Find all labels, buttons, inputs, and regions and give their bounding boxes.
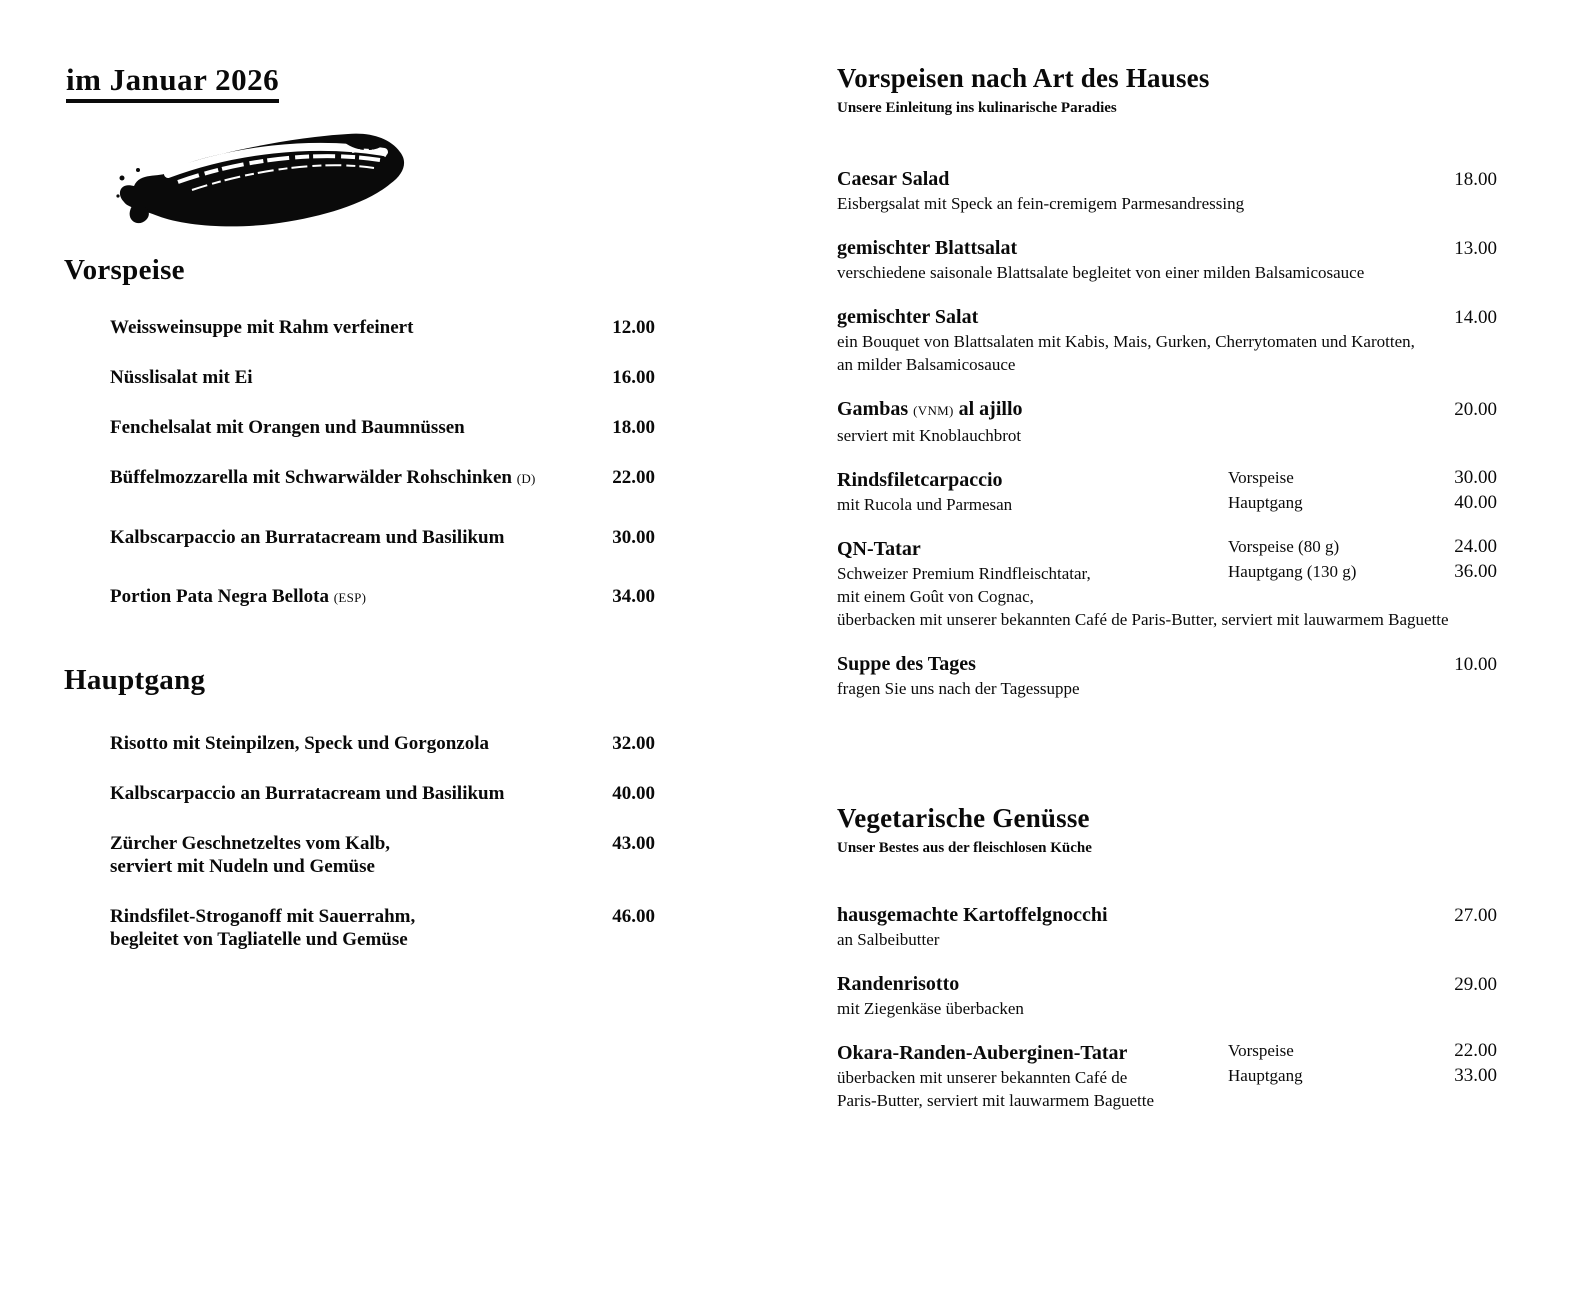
item-price: 40.00 bbox=[612, 783, 655, 804]
menu-item-rindsfiletcarpaccio bbox=[837, 467, 1497, 516]
variant-label: Vorspeise bbox=[1228, 1041, 1294, 1060]
item-name-suffix: al ajillo bbox=[958, 398, 1023, 420]
menu-item-gemischter-blattsalat bbox=[837, 235, 1497, 284]
item-description: ein Bouquet von Blattsalaten mit Kabis, Mais, Gurken, Cherrytomaten und Karotten, bbox=[837, 332, 1415, 351]
menu-item-rindsfilet-stroganoff bbox=[110, 905, 655, 951]
section-heading-vorspeise: Vorspeise bbox=[64, 254, 185, 286]
item-price: 34.00 bbox=[612, 586, 655, 607]
item-name: Kalbscarpaccio an Burratacream und Basilikum bbox=[110, 527, 505, 548]
variant-price: 40.00 bbox=[1454, 492, 1497, 513]
section-subtitle: Unser Bestes aus der fleischlosen Küche bbox=[837, 840, 1092, 856]
item-price: 46.00 bbox=[612, 906, 655, 927]
item-description: verschiedene saisonale Blattsalate begleitet von einer milden Balsamicosauce bbox=[837, 263, 1365, 282]
menu-item-gambas bbox=[837, 396, 1497, 447]
hauptgang-item-list bbox=[110, 732, 655, 978]
menu-item-zuercher-geschnetzeltes bbox=[110, 832, 655, 878]
item-name: Okara-Randen-Auberginen-Tatar bbox=[837, 1042, 1128, 1064]
item-name-line2: serviert mit Nudeln und Gemüse bbox=[110, 856, 375, 877]
item-name: Büffelmozzarella mit Schwarwälder Rohschinken bbox=[110, 467, 512, 488]
item-description: serviert mit Knoblauchbrot bbox=[837, 426, 1022, 445]
variant-label: Hauptgang bbox=[1228, 493, 1303, 512]
menu-item-fenchelsalat bbox=[110, 416, 655, 439]
section-heading-vorspeisen-haus: Vorspeisen nach Art des Hauses bbox=[837, 63, 1210, 93]
menu-item-nuesslisalat bbox=[110, 366, 655, 389]
section-subtitle: Unsere Einleitung ins kulinarische Paradies bbox=[837, 100, 1117, 116]
item-description: an Salbeibutter bbox=[837, 930, 940, 949]
variant-price-column bbox=[1228, 536, 1497, 586]
item-name: Caesar Salad bbox=[837, 168, 950, 190]
item-price: 18.00 bbox=[612, 417, 655, 438]
menu-item-kartoffelgnocchi bbox=[837, 902, 1497, 951]
item-origin-note: (D) bbox=[516, 471, 536, 486]
item-name: Gambas bbox=[837, 398, 909, 420]
variant-price-column bbox=[1228, 467, 1497, 517]
item-name: Risotto mit Steinpilzen, Speck und Gorgonzola bbox=[110, 733, 489, 754]
vorspeisen-haus-item-list bbox=[837, 166, 1497, 700]
menu-item-okara-tatar bbox=[837, 1040, 1497, 1112]
menu-item-kalbscarpaccio-haupt bbox=[110, 782, 655, 805]
menu-item-bueffelmozzarella bbox=[110, 466, 655, 490]
item-price: 27.00 bbox=[1454, 905, 1497, 926]
variant-row bbox=[1228, 467, 1497, 492]
item-description: überbacken mit unserer bekannten Café de bbox=[837, 1068, 1128, 1087]
item-name: Fenchelsalat mit Orangen und Baumnüssen bbox=[110, 417, 465, 438]
menu-item-gemischter-salat bbox=[837, 304, 1497, 376]
menu-item-weissweinsuppe bbox=[110, 316, 655, 339]
menu-item-risotto bbox=[110, 732, 655, 755]
item-description: Schweizer Premium Rindfleischtatar, bbox=[837, 564, 1091, 583]
variant-label: Hauptgang bbox=[1228, 1066, 1303, 1085]
item-price: 14.00 bbox=[1454, 307, 1497, 328]
item-price: 18.00 bbox=[1454, 169, 1497, 190]
variant-price: 33.00 bbox=[1454, 1065, 1497, 1086]
item-price: 10.00 bbox=[1454, 654, 1497, 675]
variant-row bbox=[1228, 561, 1497, 586]
item-description: fragen Sie uns nach der Tagessuppe bbox=[837, 679, 1080, 698]
variant-price: 24.00 bbox=[1454, 536, 1497, 557]
item-description-full: überbacken mit unserer bekannten Café de Paris-Butter, serviert mit lauwarmem Baguette bbox=[837, 610, 1449, 629]
item-price: 12.00 bbox=[612, 317, 655, 338]
item-name: Rindsfiletcarpaccio bbox=[837, 469, 1003, 491]
variant-row bbox=[1228, 536, 1497, 561]
item-name: gemischter Blattsalat bbox=[837, 237, 1018, 259]
item-price: 43.00 bbox=[612, 833, 655, 854]
item-description: mit Rucola und Parmesan bbox=[837, 495, 1013, 514]
item-name: Weissweinsuppe mit Rahm verfeinert bbox=[110, 317, 414, 338]
page-title-text: im Januar 2026 bbox=[66, 62, 279, 103]
variant-price: 22.00 bbox=[1454, 1040, 1497, 1061]
section-heading-vegetarisch: Vegetarische Genüsse bbox=[837, 803, 1090, 833]
variant-row bbox=[1228, 1040, 1497, 1065]
item-description-line2: Paris-Butter, serviert mit lauwarmem Baguette bbox=[837, 1091, 1155, 1110]
item-price: 30.00 bbox=[612, 527, 655, 548]
menu-item-pata-negra bbox=[110, 585, 655, 609]
item-name: Suppe des Tages bbox=[837, 653, 976, 675]
item-name: Kalbscarpaccio an Burratacream und Basilikum bbox=[110, 783, 505, 804]
item-description: mit Ziegenkäse überbacken bbox=[837, 999, 1024, 1018]
menu-item-kalbscarpaccio bbox=[110, 526, 655, 549]
item-price: 32.00 bbox=[612, 733, 655, 754]
item-description: Eisbergsalat mit Speck an fein-cremigem Parmesandressing bbox=[837, 194, 1245, 213]
item-name: Zürcher Geschnetzeltes vom Kalb, bbox=[110, 833, 391, 854]
brush-stroke-icon bbox=[112, 108, 412, 244]
page-title bbox=[66, 62, 279, 103]
item-description-line2: an milder Balsamicosauce bbox=[837, 355, 1016, 374]
vegetarian-section bbox=[837, 802, 1497, 1112]
item-price: 22.00 bbox=[612, 467, 655, 488]
item-price: 16.00 bbox=[612, 367, 655, 388]
item-origin-note: (ESP) bbox=[333, 590, 367, 605]
vorspeise-item-list bbox=[110, 316, 655, 636]
item-price: 20.00 bbox=[1454, 399, 1497, 420]
item-description-line2: mit einem Goût von Cognac, bbox=[837, 587, 1034, 606]
item-price: 13.00 bbox=[1454, 238, 1497, 259]
item-name: Rindsfilet-Stroganoff mit Sauerrahm, bbox=[110, 906, 416, 927]
variant-label: Vorspeise bbox=[1228, 468, 1294, 487]
menu-item-caesar-salad bbox=[837, 166, 1497, 215]
right-column bbox=[837, 62, 1497, 1132]
variant-label: Hauptgang (130 g) bbox=[1228, 562, 1357, 581]
variant-price: 36.00 bbox=[1454, 561, 1497, 582]
item-origin-note: (VNM) bbox=[913, 403, 954, 418]
item-name-line2: begleitet von Tagliatelle und Gemüse bbox=[110, 929, 408, 950]
menu-item-suppe-des-tages bbox=[837, 651, 1497, 700]
item-name: gemischter Salat bbox=[837, 306, 979, 328]
vegetarian-item-list bbox=[837, 902, 1497, 1112]
item-name: hausgemachte Kartoffelgnocchi bbox=[837, 904, 1108, 926]
variant-row bbox=[1228, 492, 1497, 517]
menu-item-qn-tatar bbox=[837, 536, 1497, 631]
variant-row bbox=[1228, 1065, 1497, 1090]
item-price: 29.00 bbox=[1454, 974, 1497, 995]
variant-price: 30.00 bbox=[1454, 467, 1497, 488]
variant-label: Vorspeise (80 g) bbox=[1228, 537, 1340, 556]
item-name: Portion Pata Negra Bellota bbox=[110, 586, 329, 607]
item-name: QN-Tatar bbox=[837, 538, 921, 560]
menu-item-randenrisotto bbox=[837, 971, 1497, 1020]
section-heading-hauptgang: Hauptgang bbox=[64, 664, 206, 696]
item-name: Randenrisotto bbox=[837, 973, 960, 995]
item-name: Nüsslisalat mit Ei bbox=[110, 367, 253, 388]
variant-price-column bbox=[1228, 1040, 1497, 1090]
